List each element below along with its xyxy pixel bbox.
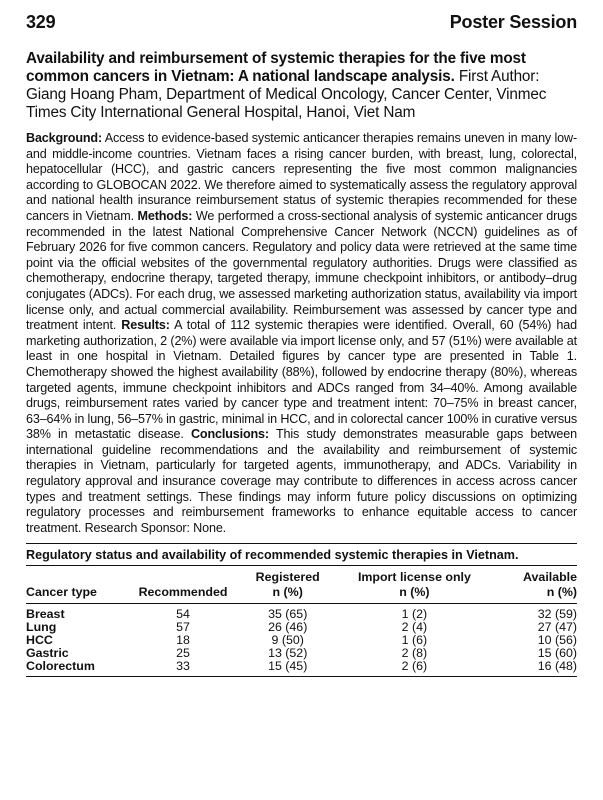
- page-number: 329: [26, 12, 56, 32]
- data-table: [26, 566, 577, 677]
- header-registered: Registered n (%): [230, 566, 346, 604]
- background-label: Background:: [26, 131, 103, 145]
- abstract-title-block: [26, 50, 577, 122]
- sponsor-text: Research Sponsor: None.: [84, 520, 227, 535]
- abstract-body: [26, 131, 577, 536]
- header-import: Import license only n (%): [346, 566, 484, 604]
- author-affiliation: Giang Hoang Pham, Department of Medical Oncology, Cancer Center, Vinmec Times City International General Hospital, Hanoi, Viet Nam: [26, 86, 547, 121]
- cell-import: 1 (2): [401, 607, 428, 622]
- cell-import: 2 (8): [401, 646, 428, 661]
- cell-recommended: 57: [176, 620, 190, 635]
- methods-text: We performed a cross-sectional analysis of systemic anticancer drugs recommended in the latest National Comprehensive Cancer Network (NCCN) guidelines as of February 2026 for five common cancers. Regulatory and policy data were retrieved at the same time point via the official websites of the governmental regulatory authorities. Drugs were classified as chemotherapy, endocrine therapy, targeted therapy, immune checkpoint inhibitors, or antibody–drug conjugates (ADCs). For each drug, we assessed marketing authorization status, availability via import license only, and actual commercial availability. Reimbursement was assessed by cancer type and treatment intent.: [26, 208, 577, 333]
- cell-available: 32 (59): [537, 607, 577, 622]
- cell-cancer-type: Lung: [26, 620, 57, 635]
- cell-registered: 13 (52): [268, 646, 308, 661]
- cell-registered: 26 (46): [268, 620, 308, 635]
- table-header: [26, 566, 577, 604]
- cell-import: 1 (6): [401, 633, 428, 648]
- header-available: Available n (%): [483, 566, 577, 604]
- conclusions-text: This study demonstrates measurable gaps between international guideline recommendations and the availability and reimbursement of systemic therapies in Vietnam, particularly for targeted agents, immunotherapy, and ADCs. Variability in regulatory approval and insurance coverage may contribute to differences in access across cancer types and treatment settings. These findings may inform future policy discussions on optimizing regulatory processes and reimbursement frameworks to enhance equitable access to cancer treatment.: [26, 427, 577, 535]
- table-row: [26, 660, 577, 677]
- cell-cancer-type: Colorectum: [26, 659, 95, 674]
- cell-available: 27 (47): [537, 620, 577, 635]
- table-body: [26, 604, 577, 677]
- header-cancer-type: Cancer type: [26, 566, 136, 604]
- conclusions-label: Conclusions:: [190, 427, 269, 442]
- cell-registered: 9 (50): [271, 633, 304, 648]
- page-header: [26, 12, 577, 44]
- results-label: Results:: [121, 318, 170, 333]
- cell-available: 16 (48): [537, 659, 577, 674]
- cell-import: 2 (4): [401, 620, 428, 635]
- table-block: [26, 543, 577, 677]
- cell-registered: 15 (45): [268, 659, 308, 674]
- cell-recommended: 33: [176, 659, 190, 674]
- cell-recommended: 54: [176, 607, 190, 622]
- cell-import: 2 (6): [401, 659, 428, 674]
- methods-label: Methods:: [137, 208, 193, 223]
- cell-registered: 35 (65): [268, 607, 308, 622]
- session-label: Poster Session: [449, 12, 577, 32]
- header-recommended: Recommended: [136, 566, 230, 604]
- cell-recommended: 25: [176, 646, 190, 661]
- results-text: A total of 112 systemic therapies were identified. Overall, 60 (54%) had marketing authorization, 2 (2%) were available via import license only, and 57 (51%) were available at least in one hospital in Vietnam. Detailed figures by cancer type are presented in Table 1. Chemotherapy showed the highest availability (88%), followed by endocrine therapy (80%), whereas targeted agents, immune checkpoint inhibitors and ADCs ranged from 34–40%. Among available drugs, reimbursement rates varied by cancer type and treatment intent: 70–75% in breast cancer, 63–64% in lung, 56–57% in gastric, minimal in HCC, and in colorectal cancer 100% in curative versus 38% in metastatic disease.: [26, 318, 577, 442]
- cell-cancer-type: Gastric: [26, 646, 69, 661]
- cell-available: 15 (60): [537, 646, 577, 661]
- background-text: Access to evidence-based systemic anticancer therapies remains uneven in many low- and middle-income countries. Vietnam faces a rising cancer burden, with breast, lung, colorectal, hepatocellular (HCC), and gastric cancers representing the five most common malignancies according to GLOBOCAN 2022. We therefore aimed to systematically assess the regulatory approval and national health insurance reimbursement status of systemic therapies recommended for these cancers in Vietnam.: [26, 131, 577, 223]
- cell-cancer-type: HCC: [26, 633, 53, 648]
- cell-cancer-type: Breast: [26, 607, 65, 622]
- cell-recommended: 18: [176, 633, 190, 648]
- table-title: Regulatory status and availability of recommended systemic therapies in Vietnam.: [26, 544, 577, 566]
- table-row: [26, 604, 577, 622]
- cell-available: 10 (56): [537, 633, 577, 648]
- abstract-title: Availability and reimbursement of systemic therapies for the five most common cancers in Vietnam: A national landscape analysis.: [26, 50, 526, 85]
- author-label: First Author:: [458, 68, 540, 85]
